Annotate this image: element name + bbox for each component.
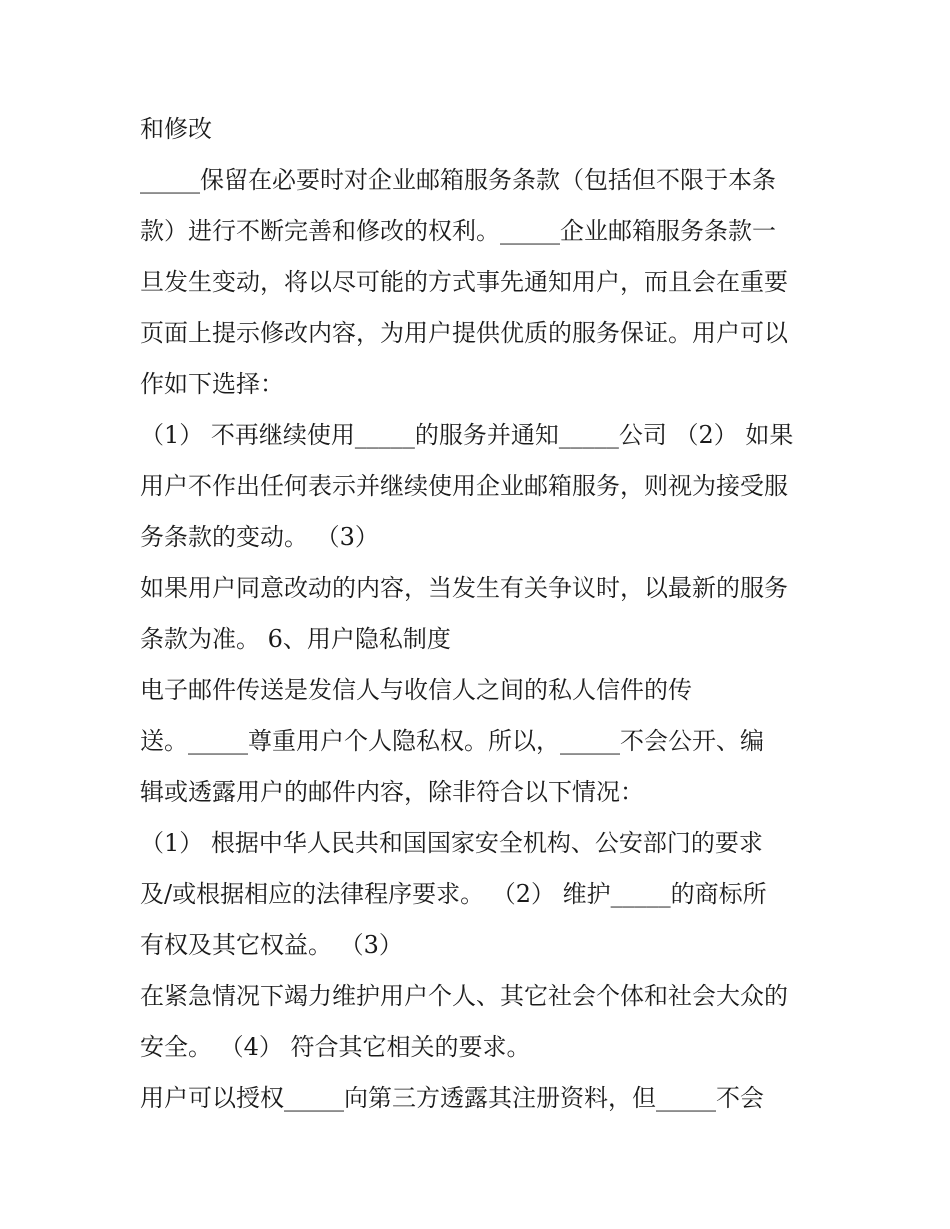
text-line: 电子邮件传送是发信人与收信人之间的私人信件的传 bbox=[140, 676, 692, 704]
text-line: （1） 不再继续使用_____的服务并通知_____公司 （2） 如果 bbox=[140, 421, 794, 449]
text-line: 及/或根据相应的法律程序要求。 （2） 维护_____的商标所 bbox=[140, 880, 767, 908]
text-line: 在紧急情况下竭力维护用户个人、其它社会个体和社会大众的 bbox=[140, 982, 788, 1010]
text-line: 有权及其它权益。 （3） bbox=[140, 931, 403, 959]
text-line: 旦发生变动，将以尽可能的方式事先通知用户，而且会在重要 bbox=[140, 268, 788, 296]
text-line: 用户可以授权_____向第三方透露其注册资料，但_____不会 bbox=[140, 1084, 764, 1112]
text-line: 务条款的变动。 （3） bbox=[140, 523, 379, 551]
text-line: 用户不作出任何表示并继续使用企业邮箱服务，则视为接受服 bbox=[140, 472, 788, 500]
text-line: 送。_____尊重用户个人隐私权。所以，_____不会公开、编 bbox=[140, 727, 764, 755]
text-line: 如果用户同意改动的内容，当发生有关争议时，以最新的服务 bbox=[140, 574, 788, 602]
text-line: _____保留在必要时对企业邮箱服务条款（包括但不限于本条 bbox=[140, 166, 776, 194]
text-line: 作如下选择： bbox=[140, 370, 284, 398]
text-line: 页面上提示修改内容，为用户提供优质的服务保证。用户可以 bbox=[140, 319, 788, 347]
text-line: 辑或透露用户的邮件内容，除非符合以下情况： bbox=[140, 778, 644, 806]
text-line: （1） 根据中华人民共和国国家安全机构、公安部门的要求 bbox=[140, 829, 763, 857]
text-line: 款）进行不断完善和修改的权利。_____企业邮箱服务条款一 bbox=[140, 217, 776, 245]
text-line: 条款为准。 6、用户隐私制度 bbox=[140, 625, 451, 653]
text-line: 安全。 （4） 符合其它相关的要求。 bbox=[140, 1033, 531, 1061]
body-text bbox=[140, 110, 820, 1130]
text-line: 和修改 bbox=[140, 115, 212, 143]
